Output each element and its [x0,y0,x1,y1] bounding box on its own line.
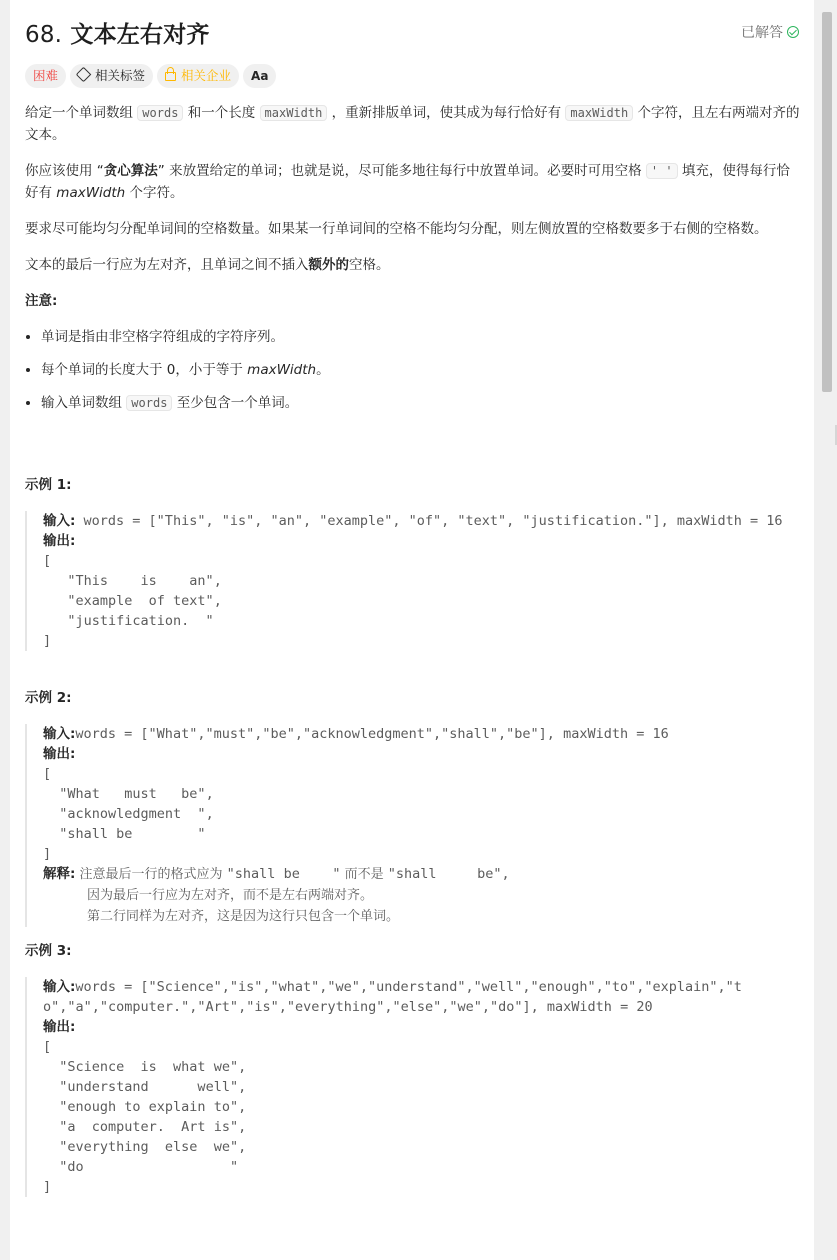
solved-label: 已解答 [741,25,783,41]
related-companies-button[interactable] [157,64,239,88]
example-3 [25,939,801,1197]
example-code-block [25,724,801,927]
inline-code: words [126,395,172,411]
list-item: • 单词是指由非空格字符组成的字符序列。 [41,326,801,348]
input-label: 输入: [43,726,76,742]
inline-code: ' ' [646,163,678,179]
text: 填充，使得每行恰好有 [25,163,790,201]
example-output: [ "Science is what we", "understand well", "enough to explain to", "a computer. Art is", "everything else we", "do " ] [43,1039,247,1195]
text: 给定一个单词数组 [25,105,138,121]
list-item [41,359,801,381]
text: 至少包含一个单词。 [172,395,299,411]
explanation-text: , [501,866,510,882]
text: 。 [316,362,330,378]
example-1 [25,473,801,651]
related-companies-label: 相关企业 [181,68,232,83]
example-title: 示例 3: [25,943,72,959]
check-circle-icon [787,26,799,38]
text: ” 来放置给定的单词；也就是说，尽可能多地往每行中放置单词。必要时可用空格 [157,163,646,179]
example-2 [25,686,801,927]
solved-status [741,22,799,42]
related-tags-label: 相关标签 [95,68,146,83]
paragraph-3: 要求尽可能均匀分配单词间的空格数量。如果某一行单词间的空格不能均匀分配，则左侧放置的空格数要多于右侧的空格数。 [25,221,768,237]
text: 和一个长度 [183,105,260,121]
problem-title[interactable] [25,16,210,49]
problem-number: 68. [25,22,63,48]
difficulty-badge: 困难 [25,64,66,88]
inline-code: words [137,105,183,121]
text: 输入单词数组 [41,395,127,411]
explanation-code: "shall be" [387,866,502,882]
text: 个字符，且左右两端对齐的文本。 [25,105,800,143]
scrollbar-thumb[interactable] [822,12,832,392]
text: 个字符。 [125,185,184,201]
font-toggle-button[interactable] [243,64,276,88]
example-output: [ "This is an", "example of text", "justification. " ] [43,553,222,649]
text: 空格。 [349,257,390,273]
explanation-text: 第二行同样为左对齐，这是因为这行只包含一个单词。 [87,909,400,924]
example-title: 示例 2: [25,690,72,706]
example-code-block [25,977,795,1197]
bold-text: 贪心算法 [103,163,158,179]
inline-code: maxWidth [565,105,633,121]
text: 每个单词的长度大于 0，小于等于 [41,362,248,378]
inline-code: maxWidth [260,105,328,121]
list-item [41,392,801,414]
paragraph-2 [25,160,801,204]
text: ，重新排版单词，使其成为每行恰好有 [327,105,566,121]
vertical-scrollbar[interactable] [817,0,837,1260]
explanation-text: 因为最后一行应为左对齐，而不是左右两端对齐。 [87,888,374,903]
title-row [25,16,801,52]
input-label: 输入: [43,513,76,529]
example-input: words = ["What","must","be","acknowledgment","shall","be"], maxWidth = 16 [75,726,669,742]
example-code-block [25,511,801,651]
tag-bar [25,64,280,88]
text: 文本的最后一行应为左对齐，且单词之间不插入 [25,257,309,273]
output-label: 输出: [43,1019,76,1035]
italic-text: maxWidth [56,185,126,201]
example-title: 示例 1: [25,477,72,493]
problem-title-text: 文本左右对齐 [70,22,210,48]
text: 你应该使用 “ [25,163,104,179]
bold-text: 额外的 [308,257,349,273]
problem-description-panel [10,0,814,1260]
output-label: 输出: [43,533,76,549]
explanation-text: 而不是 [340,867,388,882]
explanation-text: 注意最后一行的格式应为 [75,867,227,882]
lock-icon [165,72,176,81]
output-label: 输出: [43,746,76,762]
notes-list [25,326,801,414]
explanation-label: 解释: [43,866,76,882]
italic-text: maxWidth [247,362,317,378]
explanation-code: "shall be " [226,866,341,882]
note-heading: 注意: [25,293,58,309]
example-input: words = ["This", "is", "an", "example", "of", "text", "justification."], maxWidth = 16 [75,513,783,529]
tag-icon [76,67,92,83]
translate-icon: Aa [251,69,269,83]
paragraph-4 [25,254,801,276]
input-label: 输入: [43,979,76,995]
paragraph-1 [25,102,801,146]
related-tags-button[interactable] [70,64,153,88]
example-input: words = ["Science","is","what","we","understand","well","enough","to","explain","to","a","computer.","Art","is","everything","else","we","do"], maxWidth = 20 [43,979,742,1015]
problem-statement [25,102,801,425]
example-output: [ "What must be", "acknowledgment ", "shall be " ] [43,766,214,862]
